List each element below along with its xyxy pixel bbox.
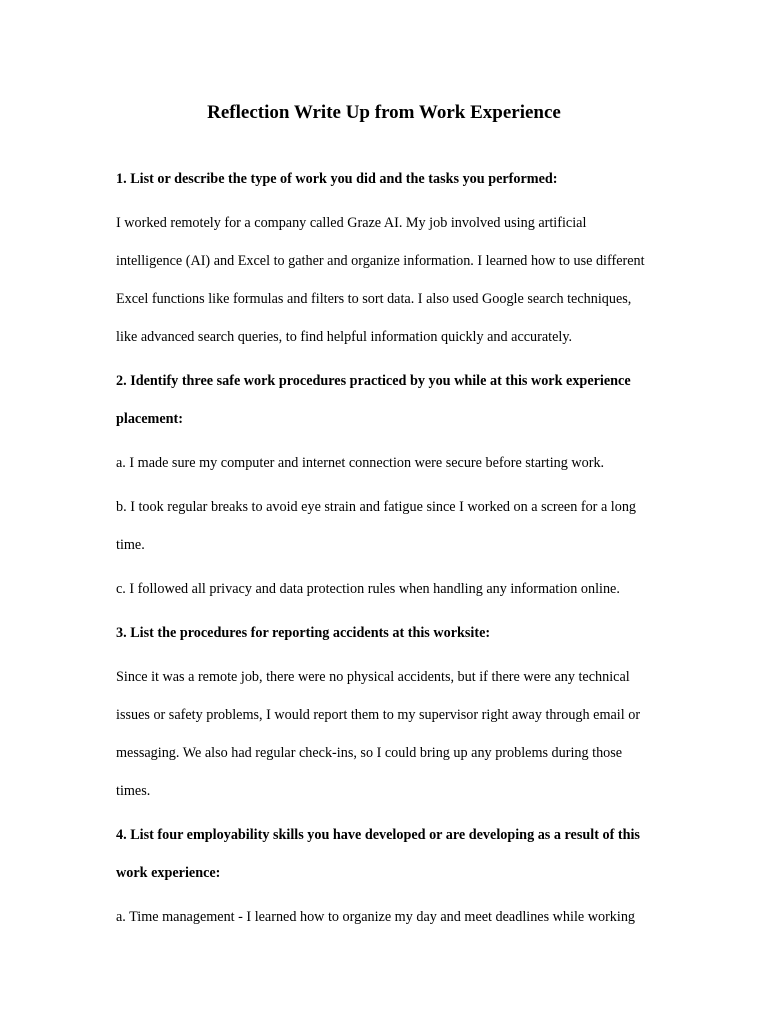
heading-line: 1. List or describe the type of work you did and the tasks you performed: (116, 171, 558, 187)
section-1 (116, 160, 656, 356)
text-line: intelligence (AI) and Excel to gather and organize information. I learned how to use different (116, 253, 645, 269)
section-4 (116, 816, 656, 936)
heading-line: placement: (116, 411, 183, 427)
text-line: I worked remotely for a company called Graze AI. My job involved using artificial (116, 215, 587, 231)
section-heading (116, 362, 656, 438)
heading-line: 4. List four employability skills you have developed or are developing as a result of this (116, 827, 640, 843)
text-line: a. I made sure my computer and internet connection were secure before starting work. (116, 455, 605, 471)
list-item (116, 570, 656, 608)
text-line: time. (116, 537, 145, 553)
text-line: issues or safety problems, I would report them to my supervisor right away through email or (116, 707, 641, 723)
text-line: b. I took regular breaks to avoid eye strain and fatigue since I worked on a screen for a long (116, 499, 637, 515)
list-item (116, 444, 656, 482)
paragraph (116, 658, 656, 810)
section-heading (116, 614, 656, 652)
text-line: a. Time management - I learned how to organize my day and meet deadlines while working (116, 909, 636, 925)
text-line: like advanced search queries, to find helpful information quickly and accurately. (116, 329, 573, 345)
text-line: c. I followed all privacy and data protection rules when handling any information online. (116, 581, 620, 597)
paragraph (116, 204, 656, 356)
document-body (116, 160, 656, 942)
heading-line: work experience: (116, 865, 221, 881)
text-line: Excel functions like formulas and filters to sort data. I also used Google search techniques, (116, 291, 632, 307)
text-line: Since it was a remote job, there were no physical accidents, but if there were any technical (116, 669, 630, 685)
heading-line: 2. Identify three safe work procedures practiced by you while at this work experience (116, 373, 631, 389)
section-heading (116, 160, 656, 198)
document-title: Reflection Write Up from Work Experience (207, 102, 561, 123)
list-item (116, 488, 656, 564)
list-item (116, 898, 656, 936)
text-line: messaging. We also had regular check-ins, so I could bring up any problems during those (116, 745, 623, 761)
section-2 (116, 362, 656, 608)
section-3 (116, 614, 656, 810)
section-heading (116, 816, 656, 892)
heading-line: 3. List the procedures for reporting accidents at this worksite: (116, 625, 491, 641)
text-line: times. (116, 783, 151, 799)
